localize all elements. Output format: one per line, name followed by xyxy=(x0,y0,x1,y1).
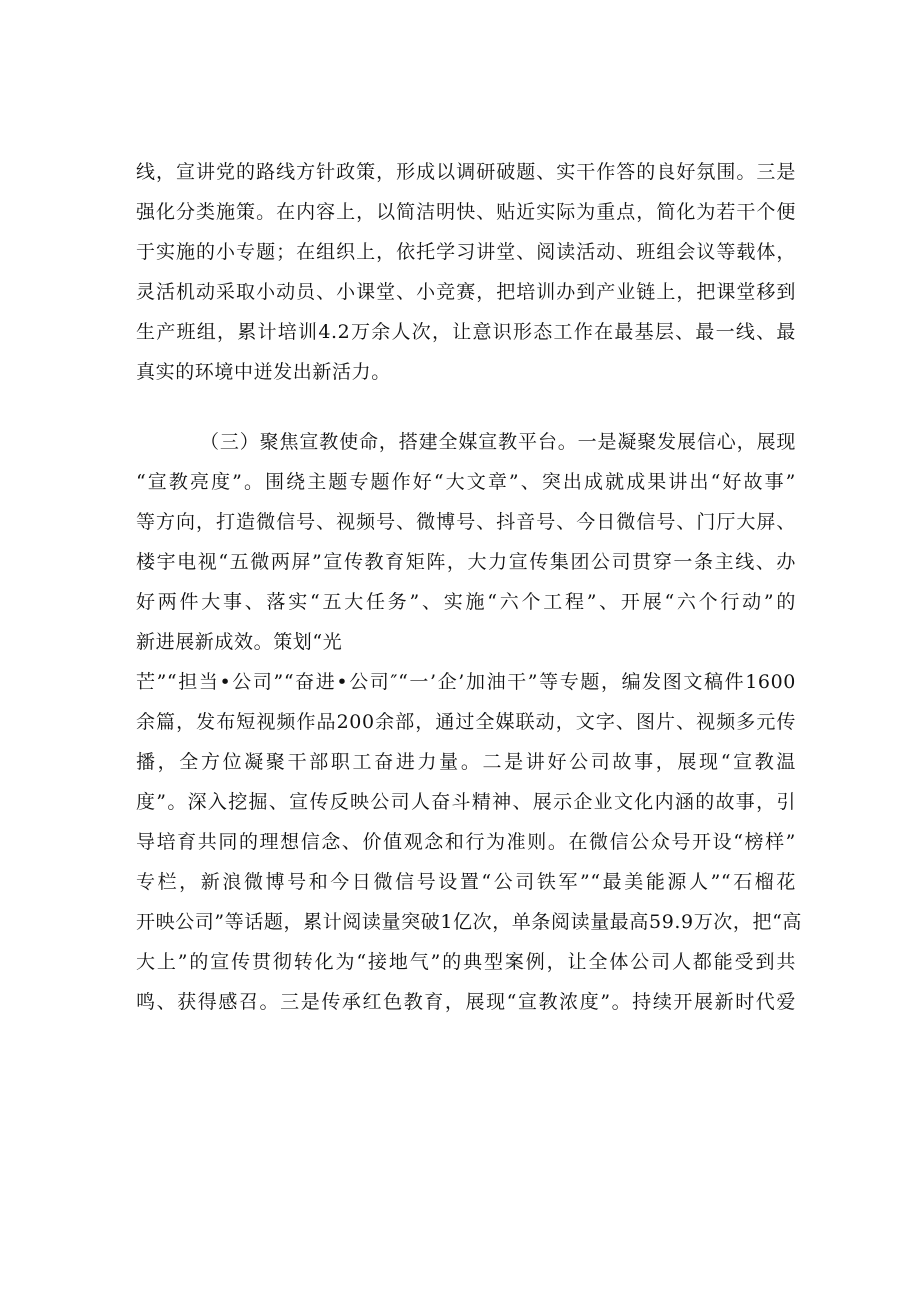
paragraph-line: 楼宇电视“五微两屏”宣传教育矩阵，大力宣传集团公司贯穿一条主线、办 xyxy=(136,551,796,573)
section-heading-line: （三）聚焦宣教使命，搭建全媒宣教平台。一是凝聚发展信心，展现 xyxy=(200,431,796,453)
paragraph-line: 真实的环境中迸发出新活力。 xyxy=(136,361,391,383)
paragraph-line: 等方向，打造微信号、视频号、微博号、抖音号、今日微信号、门厅大屏、 xyxy=(136,511,796,533)
paragraph-line: 线，宣讲党的路线方针政策，形成以调研破题、实干作答的良好氛围。三是 xyxy=(136,161,796,183)
paragraph-line: 强化分类施策。在内容上，以简洁明快、贴近实际为重点，简化为若干个便 xyxy=(136,201,796,223)
paragraph-line: 新进展新成效。策划“光 xyxy=(136,631,343,653)
paragraph-line: 芒”“担当•公司”“奋进•公司″“一’企’加油干”等专题，编发图文稿件1600 xyxy=(136,671,796,693)
paragraph-line: 度”。深入挖掘、宣传反映公司人奋斗精神、展示企业文化内涵的故事，引 xyxy=(136,791,796,813)
paragraph-line: 于实施的小专题；在组织上，依托学习讲堂、阅读活动、班组会议等载体， xyxy=(136,241,796,263)
paragraph-line: 好两件大事、落实“五大任务”、实施“六个工程”、开展“六个行动”的 xyxy=(136,591,796,613)
paragraph-line: 开映公司”等话题，累计阅读量突破1亿次，单条阅读量最高59.9万次，把“高 xyxy=(136,911,803,933)
paragraph-line: 生产班组，累计培训4.2万余人次，让意识形态工作在最基层、最一线、最 xyxy=(136,321,796,343)
paragraph-line: 余篇，发布短视频作品200余部，通过全媒联动，文字、图片、视频多元传 xyxy=(136,711,796,733)
paragraph-line: “宣教亮度”。围绕主题专题作好“大文章”、突出成就成果讲出“好故事” xyxy=(136,471,796,493)
paragraph-line: 播，全方位凝聚干部职工奋进力量。二是讲好公司故事，展现“宣教温 xyxy=(136,751,796,773)
paragraph-line: 大上”的宣传贯彻转化为“接地气”的典型案例，让全体公司人都能受到共 xyxy=(136,951,796,973)
paragraph-line: 专栏，新浪微博号和今日微信号设置“公司铁军”“最美能源人”“石榴花 xyxy=(136,871,796,893)
paragraph-line: 鸣、获得感召。三是传承红色教育，展现“宣教浓度”。持续开展新时代爱 xyxy=(136,991,796,1013)
paragraph-line: 导培育共同的理想信念、价值观念和行为准则。在微信公众号开设“榜样” xyxy=(136,831,796,853)
paragraph-line: 灵活机动采取小动员、小课堂、小竞赛，把培训办到产业链上，把课堂移到 xyxy=(136,281,796,303)
